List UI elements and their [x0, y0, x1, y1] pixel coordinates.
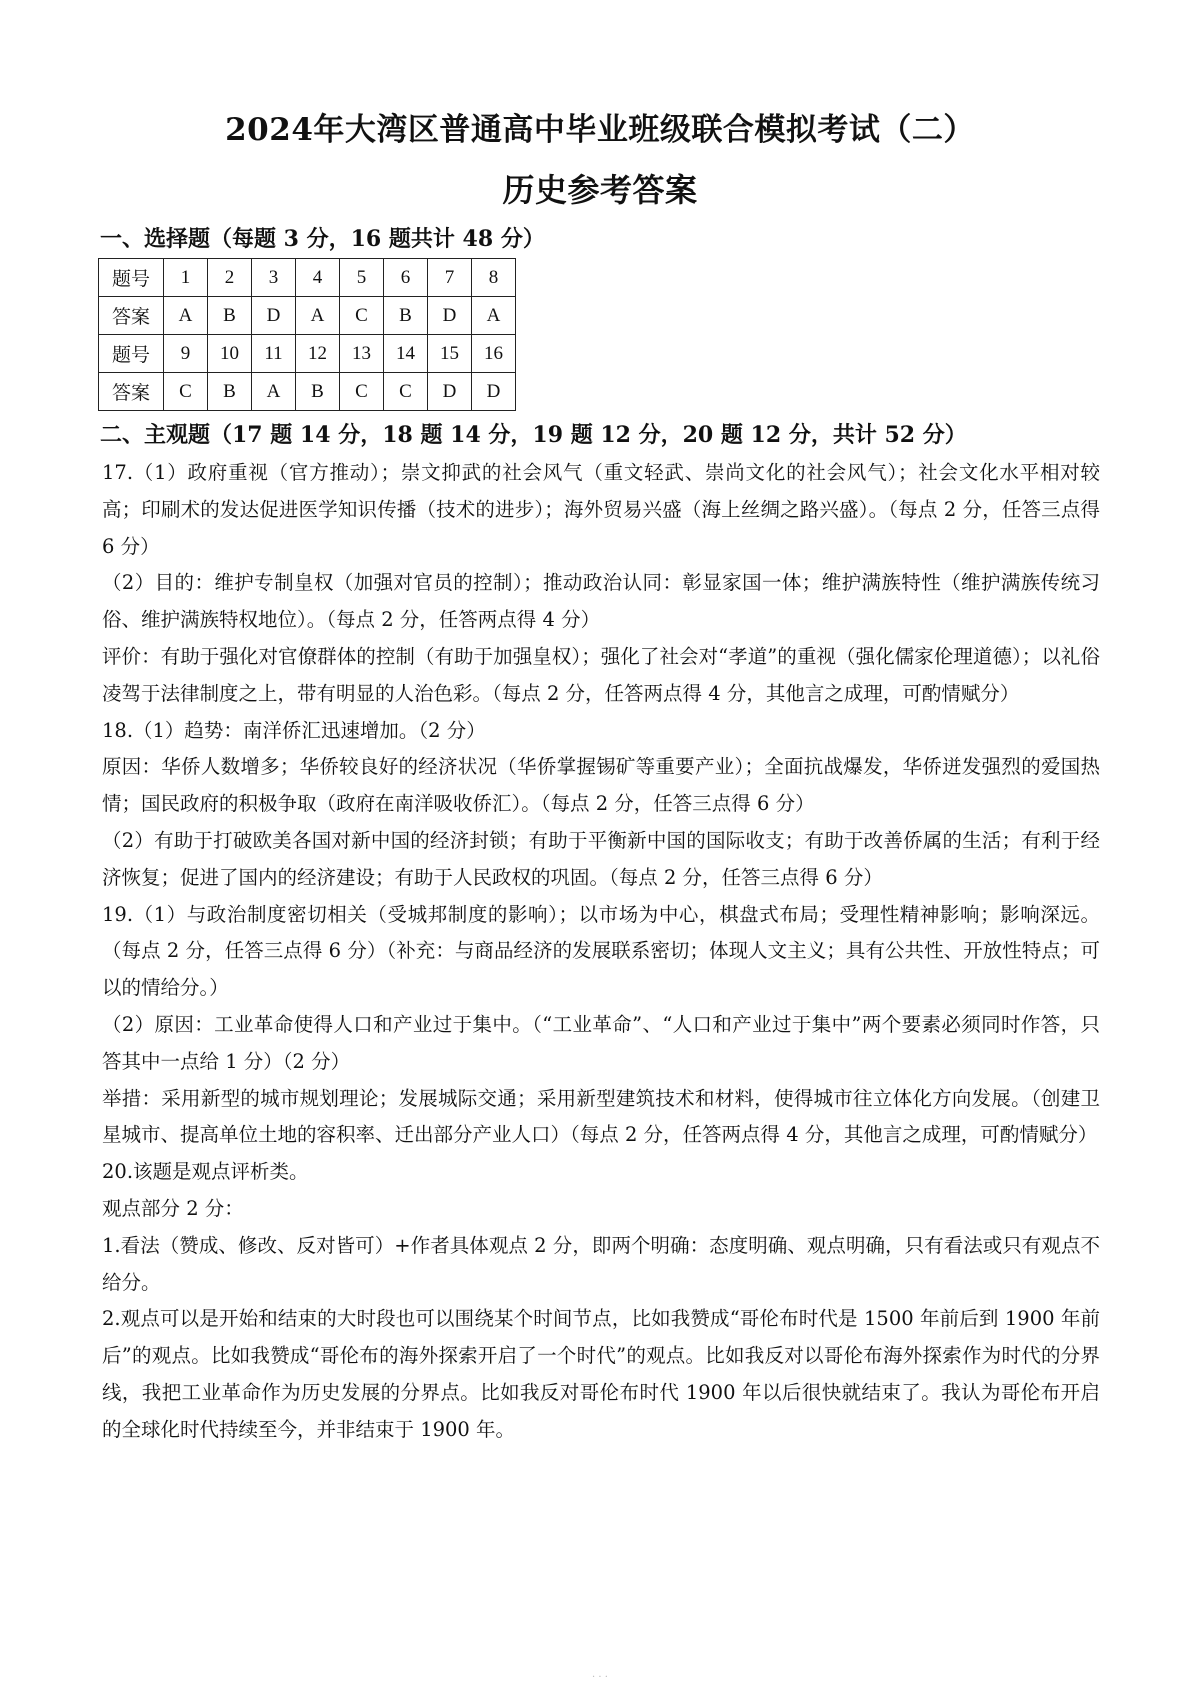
answer-paragraph: （2）目的：维护专制皇权（加强对官员的控制）；推动政治认同：彰显家国一体；维护满族特性（维护满族传统习俗、维护满族特权地位）。（每点 2 分，任答两点得 4 分） [102, 571, 1100, 632]
table-cell: D [428, 373, 472, 411]
table-cell: 12 [296, 335, 340, 373]
table-cell: 5 [340, 259, 384, 297]
answer-paragraph: 原因：华侨人数增多；华侨较良好的经济状况（华侨掌握锡矿等重要产业）；全面抗战爆发，华侨迸发强烈的爱国热情；国民政府的积极争取（政府在南洋吸收侨汇）。（每点 2 分，任答三点得 6 分） [102, 755, 1100, 816]
subjective-answers [102, 455, 1100, 1449]
table-cell: C [340, 373, 384, 411]
table-cell: D [252, 297, 296, 335]
table-cell: 10 [208, 335, 252, 373]
table-cell: 15 [428, 335, 472, 373]
table-cell: 11 [252, 335, 296, 373]
table-cell: 2 [208, 259, 252, 297]
table-cell: B [296, 373, 340, 411]
table-row [99, 297, 516, 335]
table-cell: 3 [252, 259, 296, 297]
table-row-header: 答案 [99, 373, 164, 411]
table-row [99, 373, 516, 411]
answer-paragraph: 2.观点可以是开始和结束的大时段也可以围绕某个时间节点，比如我赞成“哥伦布时代是 1500 年前后到 1900 年前后”的观点。比如我赞成“哥伦布的海外探索开启了一个时代”的观点。比如我反对以哥伦布海外探索作为时代的分界线，我把工业革命作为历史发展的分界点。比如我反对哥伦布时代 1900 年以后很快就结束了。我认为哥伦布开启的全球化时代持续至今，并非结束于 1900 年。 [102, 1307, 1100, 1441]
exam-subtitle: 历史参考答案 [502, 171, 698, 209]
table-cell: 7 [428, 259, 472, 297]
table-cell: A [472, 297, 516, 335]
answer-paragraph: 17.（1）政府重视（官方推动）；崇文抑武的社会风气（重文轻武、崇尚文化的社会风气）；社会文化水平相对较高；印刷术的发达促进医学知识传播（技术的进步）；海外贸易兴盛（海上丝绸之路兴盛）。（每点 2 分，任答三点得 6 分） [102, 461, 1100, 558]
table-cell: 8 [472, 259, 516, 297]
table-cell: 4 [296, 259, 340, 297]
footer-mark: · · · [592, 1672, 608, 1683]
table-row-header: 题号 [99, 259, 164, 297]
table-cell: C [384, 373, 428, 411]
table-row-header: 答案 [99, 297, 164, 335]
answer-paragraph: 20.该题是观点评析类。 [102, 1160, 309, 1184]
table-cell: B [208, 297, 252, 335]
table-cell: 9 [164, 335, 208, 373]
answer-paragraph: 举措：采用新型的城市规划理论；发展城际交通；采用新型建筑技术和材料，使得城市往立体化方向发展。（创建卫星城市、提高单位土地的容积率、迁出部分产业人口）（每点 2 分，任答两点得 4 分，其他言之成理，可酌情赋分） [102, 1086, 1100, 1147]
table-cell: 14 [384, 335, 428, 373]
table-cell: A [164, 297, 208, 335]
answer-paragraph: （2）原因：工业革命使得人口和产业过于集中。（“工业革命”、“人口和产业过于集中”两个要素必须同时作答，只答其中一点给 1 分）（2 分） [102, 1012, 1100, 1073]
section-1-heading: 一、选择题（每题 3 分，16 题共计 48 分） [100, 226, 545, 252]
table-cell: C [164, 373, 208, 411]
table-cell: A [296, 297, 340, 335]
table-cell: C [340, 297, 384, 335]
table-cell: 1 [164, 259, 208, 297]
table-cell: 6 [384, 259, 428, 297]
table-cell: D [472, 373, 516, 411]
answer-paragraph: 1.看法（赞成、修改、反对皆可）+作者具体观点 2 分，即两个明确：态度明确、观点明确，只有看法或只有观点不给分。 [102, 1233, 1100, 1294]
answer-paragraph: 观点部分 2 分： [102, 1196, 244, 1220]
table-cell: B [384, 297, 428, 335]
table-cell: B [208, 373, 252, 411]
table-cell: D [428, 297, 472, 335]
answer-paragraph: 18.（1）趋势：南洋侨汇迅速增加。（2 分） [102, 718, 486, 742]
answer-paragraph: （2）有助于打破欧美各国对新中国的经济封锁；有助于平衡新中国的国际收支；有助于改善侨属的生活；有利于经济恢复；促进了国内的经济建设；有助于人民政权的巩固。（每点 2 分，任答三点得 6 分） [102, 828, 1100, 889]
section-2-heading: 二、主观题（17 题 14 分，18 题 14 分，19 题 12 分，20 题 12 分，共计 52 分） [100, 422, 967, 448]
exam-title: 2024年大湾区普通高中毕业班级联合模拟考试（二） [225, 112, 975, 148]
answer-paragraph: 评价：有助于强化对官僚群体的控制（有助于加强皇权）；强化了社会对“孝道”的重视（强化儒家伦理道德）；以礼俗凌驾于法律制度之上，带有明显的人治色彩。（每点 2 分，任答两点得 4 分，其他言之成理，可酌情赋分） [102, 644, 1100, 705]
table-row-header: 题号 [99, 335, 164, 373]
table-row [99, 335, 516, 373]
table-row [99, 259, 516, 297]
table-cell: 13 [340, 335, 384, 373]
answer-paragraph: 19.（1）与政治制度密切相关（受城邦制度的影响）；以市场为中心，棋盘式布局；受理性精神影响；影响深远。（每点 2 分，任答三点得 6 分）（补充：与商品经济的发展联系密切；体现人文主义；具有公共性、开放性特点；可以的情给分。） [102, 902, 1100, 1000]
multiple-choice-answer-table [98, 258, 516, 411]
table-cell: 16 [472, 335, 516, 373]
table-cell: A [252, 373, 296, 411]
